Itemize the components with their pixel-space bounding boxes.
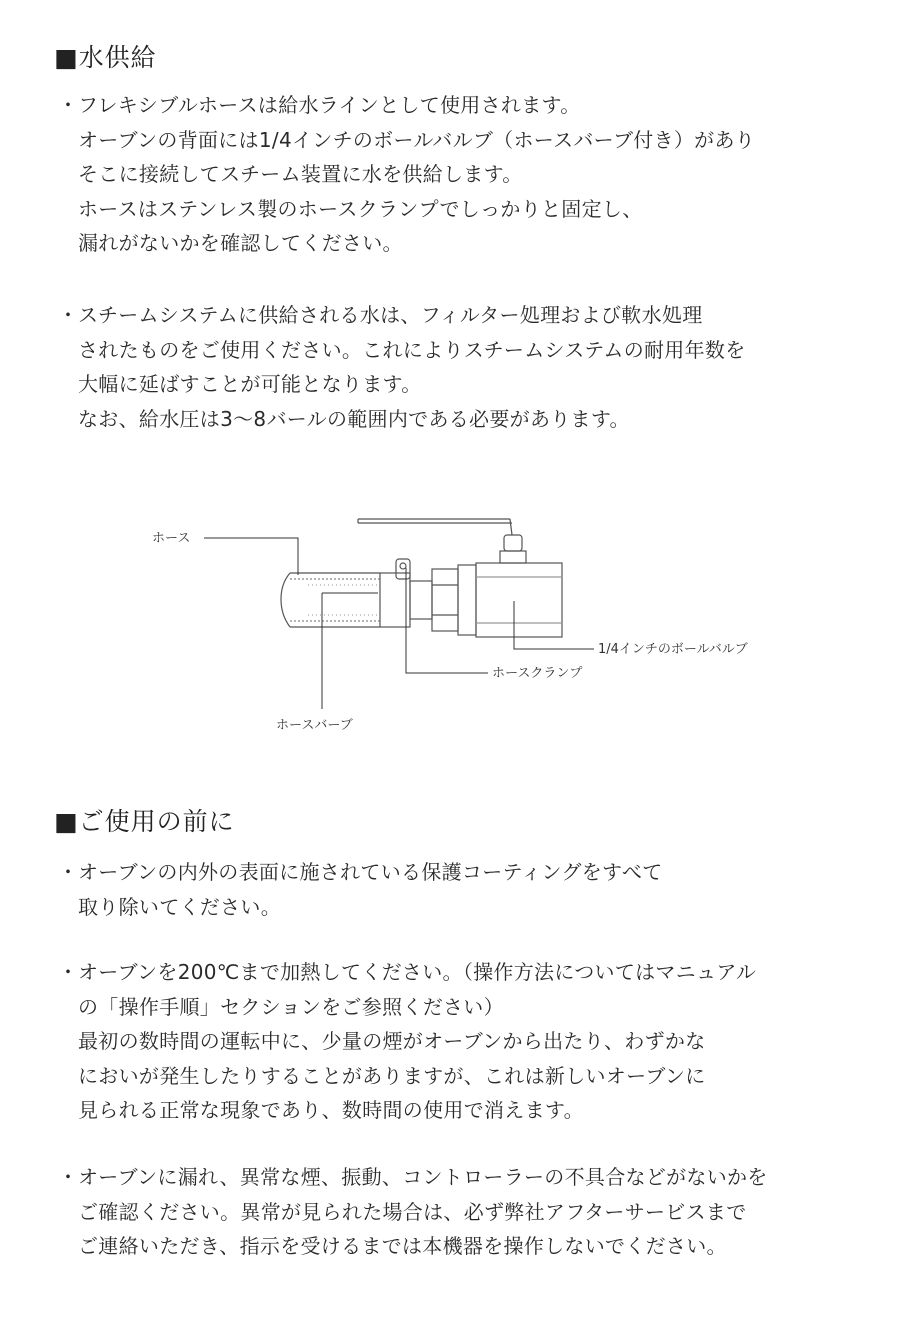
ball-valve-diagram [140,505,800,745]
water-bullet-2 [58,298,878,436]
text-line: オーブンの内外の表面に施されている保護コーティングをすべて [78,860,663,884]
text-line: そこに接続してスチーム装置に水を供給します。 [78,162,523,186]
bullet-marker: ・ [58,960,79,984]
text-line: ご確認ください。異常が見られた場合は、必ず弊社アフターサービスまで [78,1199,747,1224]
text-line: ご連絡いただき、指示を受けるまでは本機器を操作しないでください。 [78,1234,727,1258]
text-line: オーブンの背面には1/4インチのボールバルブ（ホースバーブ付き）があり [78,127,756,152]
label-ball-valve: 1/4インチのボールバルブ [598,642,748,657]
barb-fitting-drawing [410,565,476,635]
text-line: 大幅に延ばすことが可能となります。 [78,372,422,396]
label-hose-barb: ホースバーブ [276,718,353,733]
text-line: 漏れがないかを確認してください。 [78,231,403,255]
text-line: 取り除いてください。 [78,894,281,919]
text-line: オーブンを200℃まで加熱してください。（操作方法についてはマニュアル [78,960,757,984]
bullet-marker: ・ [58,303,79,327]
section-title-before-use: ■ご使用の前に [54,807,235,836]
text-line: なお、給水圧は3〜8バールの範囲内である必要があります。 [78,406,630,431]
text-line: されたものをご使用ください。これによりスチームシステムの耐用年数を [78,337,746,362]
bullet-marker: ・ [58,93,79,117]
bullet-marker: ・ [58,1165,79,1189]
label-hose: ホース [152,531,191,546]
before-use-bullet-1 [58,855,878,924]
text-line: スチームシステムに供給される水は、フィルター処理および軟水処理 [78,303,703,327]
text-line: 最初の数時間の運転中に、少量の煙がオーブンから出たり、わずかな [78,1029,706,1053]
section-title-water-supply: ■水供給 [54,43,157,72]
diagram-svg [140,505,800,745]
text-line: においが発生したりすることがありますが、これは新しいオーブンに [78,1063,706,1088]
text-line: の「操作手順」セクションをご参照ください） [78,994,504,1019]
label-hose-clamp: ホースクランプ [492,666,583,681]
text-line: ホースはステンレス製のホースクランプでしっかりと固定し、 [78,196,643,221]
water-bullet-1 [58,88,878,261]
text-line: オーブンに漏れ、異常な煙、振動、コントローラーの不具合などがないかを [78,1165,768,1189]
text-line: 見られる正常な現象であり、数時間の使用で消えます。 [78,1098,584,1122]
before-use-bullet-2 [58,955,878,1128]
bullet-marker: ・ [58,860,79,884]
ball-valve-drawing [358,519,562,637]
before-use-bullet-3 [58,1160,878,1264]
text-line: フレキシブルホースは給水ラインとして使用されます。 [78,93,581,117]
hose-drawing [281,573,380,627]
